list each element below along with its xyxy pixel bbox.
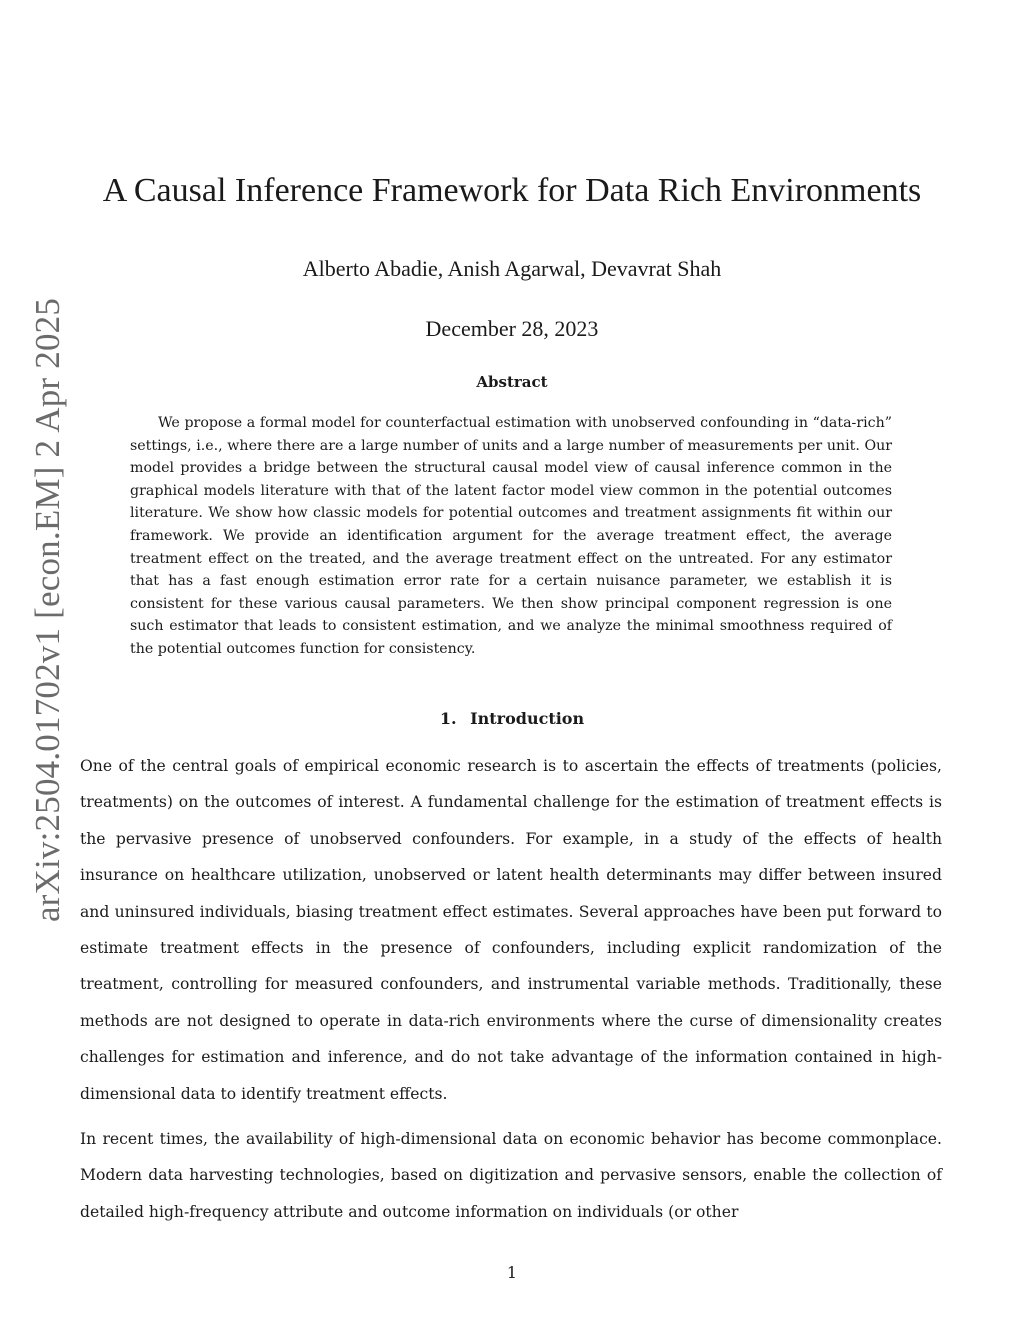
arxiv-identifier-stamp: arXiv:2504.01702v1 [econ.EM] 2 Apr 2025 <box>28 297 67 923</box>
abstract-text: We propose a formal model for counterfactual estimation with unobserved confounding in “data-rich” settings, i.e., where there are a large number of units and a large number of measurements per unit. Our model provides a bridge between the structural causal model view of causal inference common in the graphical models literature with that of the latent factor model view common in the potential outcomes literature. We show how classic models for potential outcomes and treatment assignments fit within our framework. We provide an identification argument for the average treatment effect, the average treatment effect on the treated, and the average treatment effect on the untreated. For any estimator that has a fast enough estimation error rate for a certain nuisance parameter, we establish it is consistent for these various causal parameters. We then show principal component regression is one such estimator that leads to consistent estimation, and we analyze the minimal smoothness required of the potential outcomes function for consistency. <box>130 415 892 657</box>
section-number: 1. <box>439 709 457 728</box>
body-paragraph: In recent times, the availability of high-dimensional data on economic behavior has become commonplace. Modern data harvesting technologies, based on digitization and pervasive sensors, enable the collection of detailed high-frequency attribute and outcome information on individuals (or other <box>80 1130 942 1221</box>
body-paragraph: One of the central goals of empirical economic research is to ascertain the effects of treatments (policies, treatments) on the outcomes of interest. A fundamental challenge for the estimation of treatment effects is the pervasive presence of unobserved confounders. For example, in a study of the effects of health insurance on healthcare utilization, unobserved or latent health determinants may differ between insured and uninsured individuals, biasing treatment effect estimates. Several approaches have been put forward to estimate treatment effects in the presence of confounders, including explicit randomization of the treatment, controlling for measured confounders, and instrumental variable methods. Traditionally, these methods are not designed to operate in data-rich environments where the curse of dimensionality creates challenges for estimation and inference, and do not take advantage of the information contained in high-dimensional data to identify treatment effects. <box>80 757 942 1103</box>
section-heading-introduction <box>0 709 1024 728</box>
abstract-heading: Abstract <box>476 373 548 391</box>
author-list: Alberto Abadie, Anish Agarwal, Devavrat Shah <box>302 256 722 281</box>
publication-date: December 28, 2023 <box>425 316 599 341</box>
page-number: 1 <box>506 1263 518 1282</box>
paper-title: A Causal Inference Framework for Data Rich Environments <box>102 172 922 209</box>
section-title: Introduction <box>470 709 585 728</box>
